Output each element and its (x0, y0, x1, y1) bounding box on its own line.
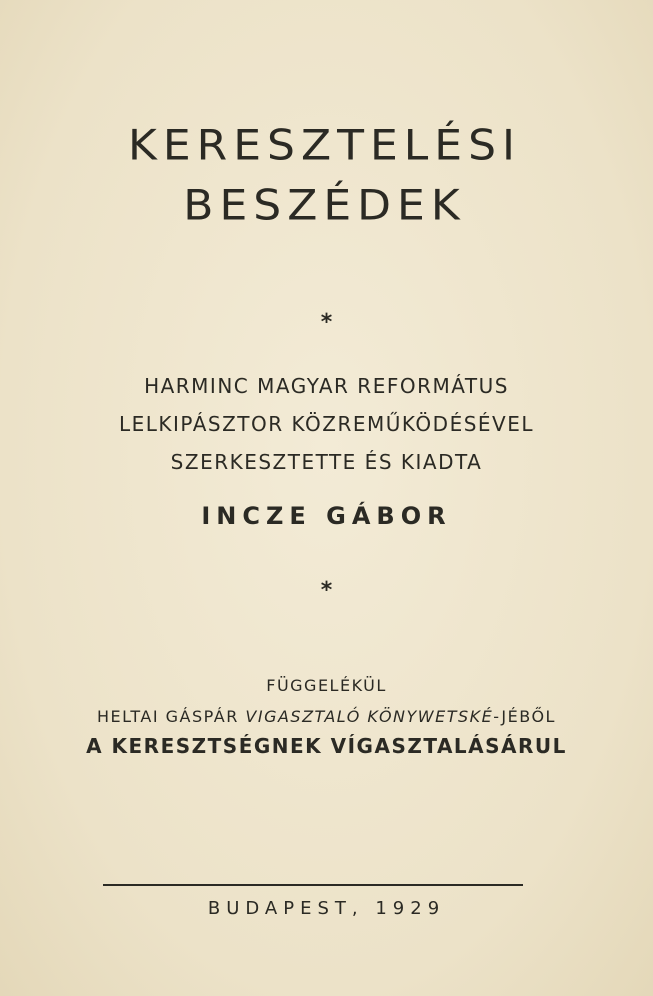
ornament-asterisk-top: * (320, 310, 333, 335)
appendix-source-suffix: -JÉBŐL (493, 707, 556, 726)
author-name: INCZE GÁBOR (201, 502, 452, 530)
title-line-1: KERESZTELÉSI (128, 121, 521, 170)
appendix-heading: A KERESZTSÉGNEK VÍGASZTALÁSÁRUL (86, 734, 567, 758)
ornament-asterisk-bottom: * (320, 578, 333, 603)
subtitle-line-3: SZERKESZTETTE ÉS KIADTA (170, 450, 483, 474)
subtitle-line-2: LELKIPÁSZTOR KÖZREMŰKÖDÉSÉVEL (119, 412, 534, 436)
appendix-source (0, 707, 653, 726)
imprint: BUDAPEST, 1929 (207, 898, 446, 919)
imprint-rule (103, 884, 523, 886)
subtitle-line-1: HARMINC MAGYAR REFORMÁTUS (144, 374, 509, 398)
appendix-source-prefix: HELTAI GÁSPÁR (97, 707, 246, 726)
appendix-source-title: VIGASZTALÓ KÖNYWETSKÉ (245, 707, 494, 726)
appendix-label: FÜGGELÉKÜL (266, 676, 387, 695)
title-line-2: BESZÉDEK (183, 181, 466, 230)
